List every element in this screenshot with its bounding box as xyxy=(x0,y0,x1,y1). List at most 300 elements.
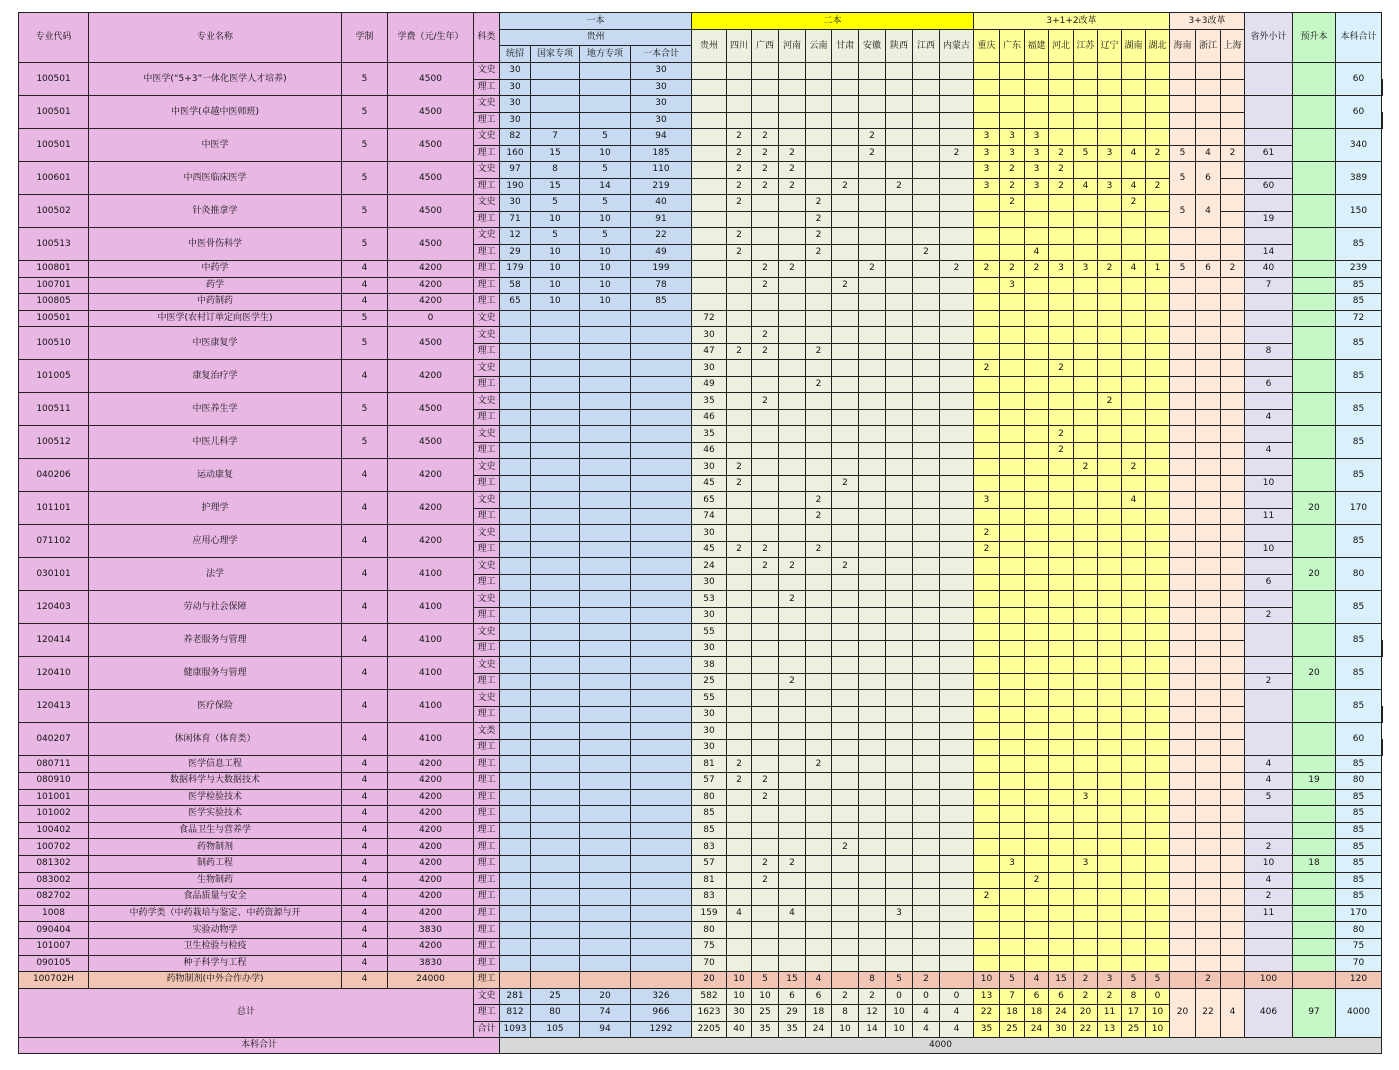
count-cell xyxy=(1146,310,1170,327)
count-cell xyxy=(806,63,832,80)
count-cell: 3 xyxy=(974,178,1000,195)
count-cell: 5 xyxy=(1245,789,1293,806)
count-cell xyxy=(806,96,832,113)
outside-count: 5 xyxy=(1170,162,1196,195)
table-row xyxy=(19,889,1383,906)
count-cell xyxy=(886,822,913,839)
major-name: 制药工程 xyxy=(89,855,342,872)
count-cell xyxy=(1074,673,1098,690)
count-cell: 35 xyxy=(692,426,727,443)
count-cell xyxy=(974,343,1000,360)
count-cell xyxy=(1074,806,1098,823)
major-fee: 4200 xyxy=(388,872,474,889)
count-cell xyxy=(1196,79,1221,96)
count-cell: 2 xyxy=(1098,261,1122,278)
track-label: 文类 xyxy=(474,723,500,740)
count-cell: 30 xyxy=(631,112,692,129)
count-cell xyxy=(500,889,531,906)
count-cell xyxy=(1146,343,1170,360)
track-label: 理工 xyxy=(474,475,500,492)
count-cell: 160 xyxy=(500,145,531,162)
count-cell xyxy=(832,972,859,989)
count-cell xyxy=(940,360,974,377)
count-cell xyxy=(1074,591,1098,608)
count-cell xyxy=(631,574,692,591)
count-cell xyxy=(779,195,806,212)
count-cell xyxy=(1074,475,1098,492)
count-cell xyxy=(1025,294,1049,311)
upgrade-count xyxy=(1293,624,1336,657)
count-cell xyxy=(531,673,580,690)
count-cell xyxy=(1000,772,1025,789)
count-cell xyxy=(580,492,631,509)
major-duration: 5 xyxy=(342,426,388,459)
count-cell xyxy=(913,376,940,393)
count-cell xyxy=(1122,657,1146,674)
count-cell xyxy=(1196,426,1221,443)
count-cell xyxy=(631,657,692,674)
count-cell xyxy=(1049,640,1074,657)
count-cell xyxy=(859,772,886,789)
count-cell: 2 xyxy=(779,261,806,278)
count-cell xyxy=(531,591,580,608)
count-cell xyxy=(1025,756,1049,773)
count-cell xyxy=(580,327,631,344)
summary-cell: 281 xyxy=(500,988,531,1005)
count-cell xyxy=(1196,640,1221,657)
count-cell xyxy=(1221,277,1245,294)
upgrade-count xyxy=(1293,96,1336,129)
count-cell xyxy=(1000,640,1025,657)
major-total: 60 xyxy=(1336,96,1382,129)
count-cell xyxy=(1221,360,1245,377)
count-cell xyxy=(631,393,692,410)
count-cell: 4 xyxy=(1074,178,1098,195)
count-cell xyxy=(580,343,631,360)
count-cell xyxy=(500,756,531,773)
count-cell xyxy=(1245,822,1293,839)
count-cell xyxy=(500,492,531,509)
count-cell xyxy=(779,739,806,756)
count-cell xyxy=(1196,772,1221,789)
count-cell: 74 xyxy=(692,508,727,525)
count-cell xyxy=(1074,938,1098,955)
summary-cell: 40 xyxy=(727,1021,752,1038)
count-cell: 30 xyxy=(500,96,531,113)
count-cell xyxy=(913,657,940,674)
count-cell xyxy=(500,938,531,955)
count-cell xyxy=(1122,607,1146,624)
count-cell: 10 xyxy=(580,145,631,162)
count-cell: 2 xyxy=(727,195,752,212)
count-cell xyxy=(940,541,974,558)
count-cell xyxy=(531,360,580,377)
count-cell xyxy=(1196,607,1221,624)
count-cell xyxy=(1098,112,1122,129)
count-cell xyxy=(832,806,859,823)
count-cell: 2 xyxy=(727,129,752,146)
count-cell xyxy=(1196,228,1221,245)
count-cell: 2 xyxy=(806,492,832,509)
major-duration: 4 xyxy=(342,756,388,773)
count-cell xyxy=(913,756,940,773)
count-cell xyxy=(580,839,631,856)
count-cell xyxy=(1146,690,1170,707)
count-cell xyxy=(974,657,1000,674)
count-cell xyxy=(974,558,1000,575)
count-cell xyxy=(886,244,913,261)
count-cell: 2 xyxy=(832,558,859,575)
count-cell xyxy=(832,624,859,641)
major-code: 030101 xyxy=(19,558,89,591)
count-cell xyxy=(531,426,580,443)
count-cell xyxy=(531,855,580,872)
outside-subtotal: 4 xyxy=(1245,442,1293,459)
major-code: 040206 xyxy=(19,459,89,492)
province-header: 海南 xyxy=(1170,30,1196,63)
tier1-subheader: 一本合计 xyxy=(631,46,692,63)
count-cell xyxy=(1074,294,1098,311)
count-cell xyxy=(580,905,631,922)
table-row xyxy=(19,294,1383,311)
count-cell xyxy=(1074,162,1098,179)
count-cell xyxy=(631,789,692,806)
count-cell xyxy=(940,806,974,823)
count-cell xyxy=(974,442,1000,459)
count-cell xyxy=(1098,690,1122,707)
count-cell: 2 xyxy=(859,129,886,146)
province-header: 广东 xyxy=(1000,30,1025,63)
count-cell xyxy=(500,607,531,624)
count-cell xyxy=(1196,475,1221,492)
count-cell xyxy=(1000,822,1025,839)
count-cell xyxy=(1146,624,1170,641)
count-cell xyxy=(806,574,832,591)
count-cell xyxy=(1196,624,1221,641)
count-cell xyxy=(940,657,974,674)
count-cell xyxy=(1049,690,1074,707)
count-cell xyxy=(1122,129,1146,146)
count-cell xyxy=(1170,475,1196,492)
count-cell xyxy=(1196,112,1221,129)
count-cell xyxy=(1221,922,1245,939)
count-cell xyxy=(1000,806,1025,823)
tier1-subheader: 国家专项 xyxy=(531,46,580,63)
count-cell xyxy=(859,541,886,558)
count-cell xyxy=(974,63,1000,80)
count-cell xyxy=(1025,277,1049,294)
count-cell xyxy=(974,955,1000,972)
count-cell: 85 xyxy=(1336,806,1382,823)
count-cell: 2 xyxy=(832,277,859,294)
count-cell xyxy=(727,872,752,889)
major-name: 中医学(“5+3”一体化医学人才培养) xyxy=(89,63,342,96)
table-row xyxy=(19,690,1383,707)
count-cell xyxy=(913,889,940,906)
count-cell xyxy=(886,922,913,939)
count-cell xyxy=(580,376,631,393)
count-cell xyxy=(886,591,913,608)
count-cell xyxy=(940,244,974,261)
count-cell xyxy=(752,706,779,723)
major-duration: 4 xyxy=(342,261,388,278)
count-cell xyxy=(806,889,832,906)
major-name: 药学 xyxy=(89,277,342,294)
outside-subtotal: 4 xyxy=(1245,409,1293,426)
major-duration: 5 xyxy=(342,327,388,360)
count-cell xyxy=(859,310,886,327)
outside-subtotal xyxy=(1245,426,1293,443)
count-cell xyxy=(631,855,692,872)
count-cell xyxy=(631,475,692,492)
count-cell xyxy=(1000,955,1025,972)
major-name: 药物制剂 xyxy=(89,839,342,856)
count-cell xyxy=(1170,789,1196,806)
count-cell xyxy=(631,327,692,344)
count-cell: 2 xyxy=(727,145,752,162)
count-cell xyxy=(580,409,631,426)
count-cell xyxy=(580,525,631,542)
count-cell xyxy=(1170,673,1196,690)
count-cell xyxy=(1245,294,1293,311)
count-cell xyxy=(940,690,974,707)
count-cell xyxy=(1170,327,1196,344)
count-cell xyxy=(1000,343,1025,360)
count-cell xyxy=(1049,211,1074,228)
major-duration: 4 xyxy=(342,294,388,311)
count-cell xyxy=(1221,806,1245,823)
count-cell xyxy=(1000,889,1025,906)
count-cell xyxy=(752,955,779,972)
count-cell: 2 xyxy=(727,244,752,261)
count-cell xyxy=(1098,525,1122,542)
count-cell xyxy=(752,525,779,542)
count-cell: 2 xyxy=(806,508,832,525)
count-cell xyxy=(1221,63,1245,80)
count-cell xyxy=(1049,706,1074,723)
count-cell xyxy=(1170,574,1196,591)
count-cell xyxy=(1000,607,1025,624)
count-cell xyxy=(1098,79,1122,96)
count-cell xyxy=(940,112,974,129)
province-header: 湖南 xyxy=(1122,30,1146,63)
track-label: 理工 xyxy=(474,1005,500,1022)
count-cell xyxy=(974,96,1000,113)
count-cell xyxy=(779,822,806,839)
major-code: 1008 xyxy=(19,905,89,922)
count-cell xyxy=(832,112,859,129)
summary-merged: 4 xyxy=(1221,988,1245,1038)
count-cell xyxy=(1122,426,1146,443)
count-cell xyxy=(859,558,886,575)
major-code: 120414 xyxy=(19,624,89,657)
count-cell xyxy=(727,492,752,509)
count-cell xyxy=(974,640,1000,657)
track-label: 理工 xyxy=(474,855,500,872)
count-cell xyxy=(1025,360,1049,377)
count-cell xyxy=(859,327,886,344)
province-header: 四川 xyxy=(727,30,752,63)
count-cell xyxy=(752,409,779,426)
count-cell xyxy=(752,591,779,608)
count-cell: 5 xyxy=(1122,972,1146,989)
count-cell: 2 xyxy=(779,145,806,162)
major-name: 中西医临床医学 xyxy=(89,162,342,195)
count-cell xyxy=(1000,459,1025,476)
count-cell xyxy=(886,706,913,723)
count-cell xyxy=(1146,591,1170,608)
major-code: 081302 xyxy=(19,855,89,872)
count-cell xyxy=(1170,376,1196,393)
count-cell: 3 xyxy=(1025,129,1049,146)
count-cell xyxy=(727,261,752,278)
count-cell xyxy=(727,607,752,624)
upgrade-count xyxy=(1293,129,1336,162)
upgrade-count xyxy=(1293,459,1336,492)
count-cell: 2 xyxy=(779,178,806,195)
count-cell xyxy=(1293,277,1336,294)
count-cell: 80 xyxy=(692,922,727,939)
count-cell: 30 xyxy=(631,79,692,96)
count-cell xyxy=(1074,63,1098,80)
count-cell xyxy=(727,525,752,542)
count-cell xyxy=(940,723,974,740)
count-cell xyxy=(531,508,580,525)
count-cell xyxy=(752,624,779,641)
count-cell xyxy=(974,806,1000,823)
track-label: 文史 xyxy=(474,624,500,641)
major-code: 100501 xyxy=(19,96,89,129)
count-cell: 2 xyxy=(1146,178,1170,195)
track-label: 理工 xyxy=(474,822,500,839)
count-cell xyxy=(752,244,779,261)
count-cell: 15 xyxy=(779,972,806,989)
count-cell xyxy=(974,475,1000,492)
count-cell xyxy=(752,839,779,856)
table-row xyxy=(19,789,1383,806)
count-cell xyxy=(727,624,752,641)
count-cell xyxy=(832,393,859,410)
count-cell xyxy=(1170,360,1196,377)
major-name: 康复治疗学 xyxy=(89,360,342,393)
upgrade-count xyxy=(1293,360,1336,393)
outside-subtotal: 60 xyxy=(1245,178,1293,195)
major-total: 85 xyxy=(1336,228,1382,261)
count-cell xyxy=(886,690,913,707)
count-cell xyxy=(1000,244,1025,261)
count-cell: 15 xyxy=(531,145,580,162)
count-cell xyxy=(1122,277,1146,294)
count-cell xyxy=(727,558,752,575)
count-cell xyxy=(727,63,752,80)
count-cell: 85 xyxy=(631,294,692,311)
count-cell xyxy=(1098,294,1122,311)
count-cell xyxy=(974,244,1000,261)
count-cell: 30 xyxy=(692,574,727,591)
count-cell: 85 xyxy=(1336,889,1382,906)
count-cell xyxy=(752,938,779,955)
table-row xyxy=(19,310,1383,327)
count-cell xyxy=(1049,492,1074,509)
count-cell xyxy=(752,822,779,839)
count-cell xyxy=(832,872,859,889)
count-cell xyxy=(859,739,886,756)
major-name: 健康服务与管理 xyxy=(89,657,342,690)
count-cell xyxy=(631,591,692,608)
major-name: 中药学 xyxy=(89,261,342,278)
count-cell xyxy=(974,673,1000,690)
count-cell xyxy=(1196,376,1221,393)
count-cell: 5 xyxy=(580,228,631,245)
count-cell: 2 xyxy=(1074,459,1098,476)
count-cell xyxy=(1074,541,1098,558)
count-cell: 30 xyxy=(692,327,727,344)
count-cell xyxy=(1221,343,1245,360)
count-cell xyxy=(631,541,692,558)
count-cell: 3 xyxy=(1074,261,1098,278)
count-cell xyxy=(859,277,886,294)
major-name: 数据科学与大数据技术 xyxy=(89,772,342,789)
count-cell: 55 xyxy=(692,624,727,641)
count-cell xyxy=(913,872,940,889)
major-total: 85 xyxy=(1336,690,1382,723)
count-cell xyxy=(940,972,974,989)
major-duration: 4 xyxy=(342,955,388,972)
count-cell xyxy=(580,558,631,575)
track-label: 理工 xyxy=(474,772,500,789)
count-cell xyxy=(1170,459,1196,476)
count-cell xyxy=(1122,938,1146,955)
count-cell xyxy=(1049,96,1074,113)
count-cell xyxy=(631,409,692,426)
count-cell xyxy=(886,310,913,327)
summary-cell: 1093 xyxy=(500,1021,531,1038)
count-cell xyxy=(832,541,859,558)
count-cell xyxy=(1025,673,1049,690)
count-cell xyxy=(531,905,580,922)
count-cell xyxy=(913,162,940,179)
major-duration: 4 xyxy=(342,723,388,756)
count-cell: 2 xyxy=(752,162,779,179)
count-cell xyxy=(1098,228,1122,245)
count-cell xyxy=(940,79,974,96)
count-cell xyxy=(832,756,859,773)
count-cell xyxy=(1196,706,1221,723)
summary-cell: 326 xyxy=(631,988,692,1005)
outside-count: 4 xyxy=(1196,195,1221,228)
count-cell xyxy=(859,690,886,707)
track-header: 科类 xyxy=(474,13,500,63)
count-cell xyxy=(886,360,913,377)
count-cell: 2 xyxy=(1049,360,1074,377)
count-cell: 70 xyxy=(692,955,727,972)
count-cell xyxy=(531,839,580,856)
count-cell xyxy=(692,129,727,146)
count-cell xyxy=(1170,492,1196,509)
count-cell xyxy=(580,96,631,113)
count-cell: 3 xyxy=(1074,855,1098,872)
count-cell xyxy=(1170,972,1196,989)
count-cell: 4 xyxy=(1122,178,1146,195)
count-cell xyxy=(1122,376,1146,393)
count-cell xyxy=(631,889,692,906)
count-cell: 30 xyxy=(500,79,531,96)
count-cell xyxy=(832,723,859,740)
count-cell xyxy=(1074,525,1098,542)
count-cell xyxy=(913,591,940,608)
count-cell xyxy=(1025,806,1049,823)
major-duration: 4 xyxy=(342,558,388,591)
